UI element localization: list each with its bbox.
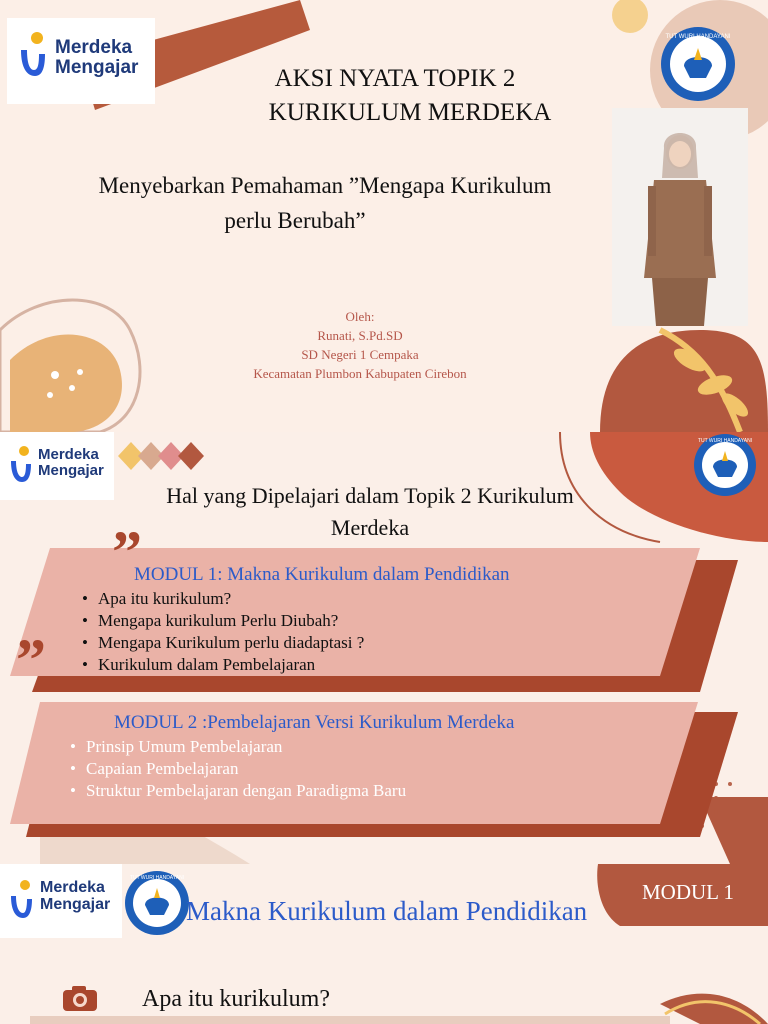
svg-text:TUT WURI HANDAYANI: TUT WURI HANDAYANI (697, 438, 753, 444)
author-school: SD Negeri 1 Cempaka (301, 347, 419, 362)
list-item: • Mengapa kurikulum Perlu Diubah? (78, 610, 364, 632)
subtitle-line-2: perlu Berubah” (224, 208, 366, 233)
list-item: • Apa itu kurikulum? (78, 588, 364, 610)
list-item: • Kurikulum dalam Pembelajaran (78, 654, 364, 676)
svg-text:”: ” (112, 519, 142, 585)
author-name: Runati, S.Pd.SD (317, 328, 403, 343)
slide1-subtitle (40, 168, 610, 238)
logo-word-mengajar: Mengajar (55, 56, 139, 78)
logo-mark-icon (17, 32, 47, 80)
merdeka-mengajar-logo (7, 18, 155, 104)
merdeka-mengajar-logo (0, 864, 122, 938)
logo-word-mengajar: Mengajar (38, 461, 104, 479)
title-line-1: Hal yang Dipelajari dalam Topik 2 Kurikulum (166, 483, 574, 508)
svg-text:”: ” (16, 627, 46, 693)
slide3-title: Makna Kurikulum dalam Pendidikan (186, 896, 588, 926)
tut-wuri-handayani-emblem-icon (692, 432, 758, 498)
title-line-1: AKSI NYATA TOPIK 2 (274, 65, 516, 92)
tut-wuri-handayani-emblem-icon (658, 26, 738, 102)
person-figure-icon (612, 108, 748, 326)
question-heading: Apa itu kurikulum? (142, 986, 330, 1012)
subtitle-line-1: Menyebarkan Pemahaman ”Mengapa Kurikulum (98, 173, 552, 198)
logo-word-mengajar: Mengajar (40, 895, 111, 913)
title-line-2: Merdeka (330, 515, 410, 540)
list-item: • Prinsip Umum Pembelajaran (66, 736, 406, 758)
yellow-dot-circle (612, 0, 648, 33)
author-photo (612, 108, 748, 326)
svg-text:TUT WURI HANDAYANI: TUT WURI HANDAYANI (129, 875, 185, 881)
logo-mark-icon (8, 880, 34, 922)
modul2-heading: MODUL 2 :Pembelajaran Versi Kurikulum Merdeka (114, 712, 515, 733)
slide-title (0, 0, 768, 432)
author-block (200, 307, 520, 383)
author-district: Kecamatan Plumbon Kabupaten Cirebon (253, 366, 467, 381)
orange-blob (10, 335, 122, 432)
modul-badge: MODUL 1 (642, 880, 734, 904)
logo-word-merdeka: Merdeka (55, 37, 133, 58)
merdeka-mengajar-logo (0, 432, 114, 500)
title-line-2: KURIKULUM MERDEKA (268, 99, 552, 126)
list-item: • Mengapa Kurikulum perlu diadaptasi ? (78, 632, 364, 654)
modul1-list (78, 588, 364, 676)
logo-mark-icon (8, 446, 32, 486)
camera-icon (62, 984, 98, 1012)
list-item: • Struktur Pembelajaran dengan Paradigma Baru (66, 780, 406, 802)
author-label: Oleh: (345, 309, 375, 324)
modul1-heading: MODUL 1: Makna Kurikulum dalam Pendidikan (134, 564, 510, 585)
slide1-title (190, 62, 600, 130)
modul2-list (66, 736, 406, 802)
tut-wuri-handayani-emblem-icon (124, 868, 190, 938)
slide2-title (100, 480, 640, 544)
svg-text:TUT WURI HANDAYANI: TUT WURI HANDAYANI (665, 34, 731, 40)
list-item: • Capaian Pembelajaran (66, 758, 406, 780)
slide-modul1 (0, 864, 768, 1024)
slide-topics (0, 432, 768, 864)
logo-word-merdeka: Merdeka (40, 879, 105, 896)
logo-word-merdeka: Merdeka (38, 446, 99, 463)
bottom-right-block (700, 797, 768, 864)
